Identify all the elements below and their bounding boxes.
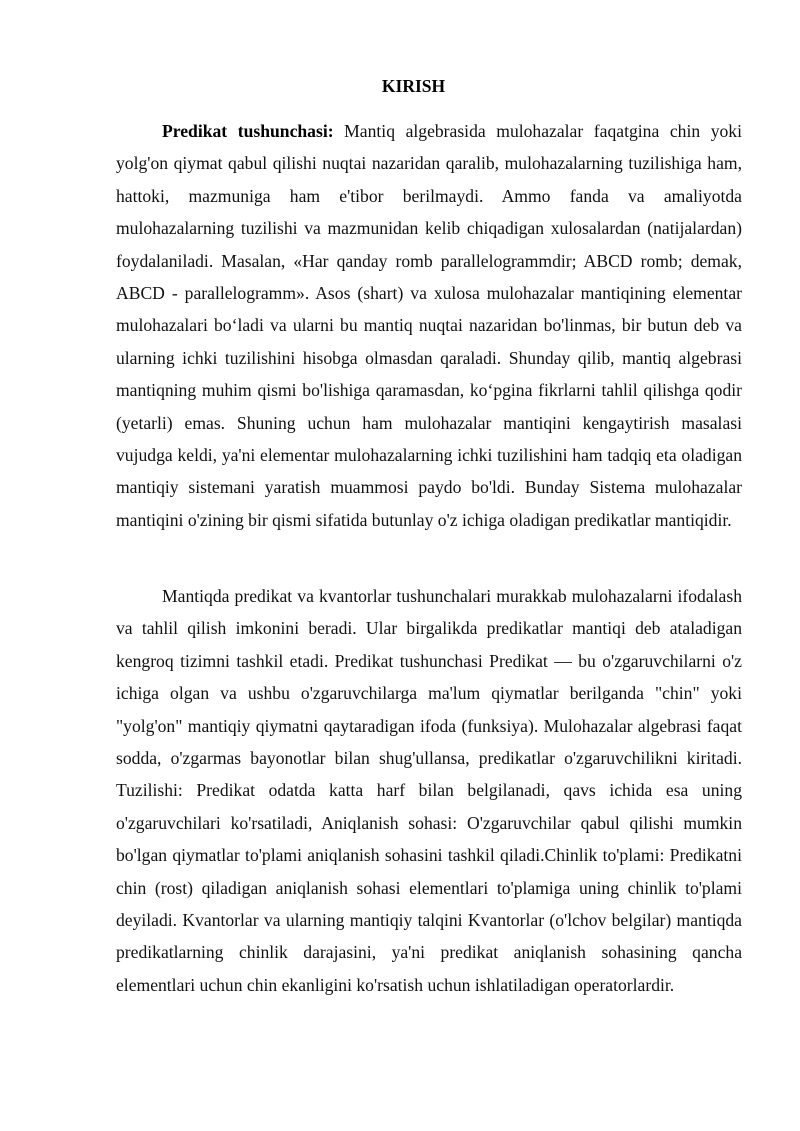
paragraph-lead-term: Predikat tushunchasi: [162,121,334,141]
page-title: KIRISH [381,76,446,96]
paragraph-predikat-intro [116,115,742,536]
paragraph-predikat-kvantor: Mantiqda predikat va kvantorlar tushunchalari murakkab mulohazalarni ifodalash va tahlil qilish imkonini beradi. Ular birgalikda predikatlar mantiqi deb ataladigan kengroq tizimni tashkil etadi. Predikat tushunchasi Predikat — bu o'zgaruvchilarni o'z ichiga olgan va ushbu o'zgaruvchilarga ma'lum qiymatlar berilganda "chin" yoki "yolg'on" mantiqiy qiymatni qaytaradigan ifoda (funksiya). Mulohazalar algebrasi faqat sodda, o'zgarmas bayonotlar bilan shug'ullansa, predikatlar o'zgaruvchilikni kiritadi. Tuzilishi: Predikat odatda katta harf bilan belgilanadi, qavs ichida esa uning o'zgaruvchilari ko'rsatiladi, Aniqlanish sohasi: O'zgaruvchilar qabul qilishi mumkin bo'lgan qiymatlar to'plami aniqlanish sohasini tashkil qiladi.Chinlik to'plami: Predikatni chin (rost) qiladigan aniqlanish sohasi elementlari to'plamiga uning chinlik to'plami deyiladi. Kvantorlar va ularning mantiqiy talqini Kvantorlar (o'lchov belgilar) mantiqda predikatlarning chinlik darajasini, ya'ni predikat aniqlanish sohasining qancha elementlari uchun chin ekanligini ko'rsatish uchun ishlatiladigan operatorlardir. [116,586,742,995]
paragraph-body-text: Mantiq algebrasida mulohazalar faqatgina chin yoki yolg'on qiymat qabul qilishi nuqtai nazaridan qaralib, mulohazalarning tuzilishiga ham, hattoki, mazmuniga ham e'tibor berilmaydi. Ammo fanda va amaliyotda mulohazalarning tuzilishi va mazmunidan kelib chiqadigan xulosalardan (natijalardan) foydalaniladi. Masalan, «Har qanday romb parallelogrammdir; ABCD romb; demak, ABCD - parallelogramm». Asos (shart) va xulosa mulohazalar mantiqining elementar mulohazalari bo‘ladi va ularni bu mantiq nuqtai nazaridan bo'linmas, bir butun deb va ularning ichki tuzilishini hisobga olmasdan qaraladi. Shunday qilib, mantiq algebrasi mantiqning muhim qismi bo'lishiga qaramasdan, ko‘pgina fikrlarni tahlil qilishga qodir (yetarli) emas. Shuning uchun ham mulohazalar mantiqini kengaytirish masalasi vujudga keldi, ya'ni elementar mulohazalarning ichki tuzilishini ham tadqiq eta oladigan mantiqiy sistemani yaratish muammosi paydo bo'ldi. Bunday Sistema mulohazalar mantiqini o'zining bir qismi sifatida butunlay o'z ichiga oladigan predikatlar mantiqidir. [116,121,742,530]
